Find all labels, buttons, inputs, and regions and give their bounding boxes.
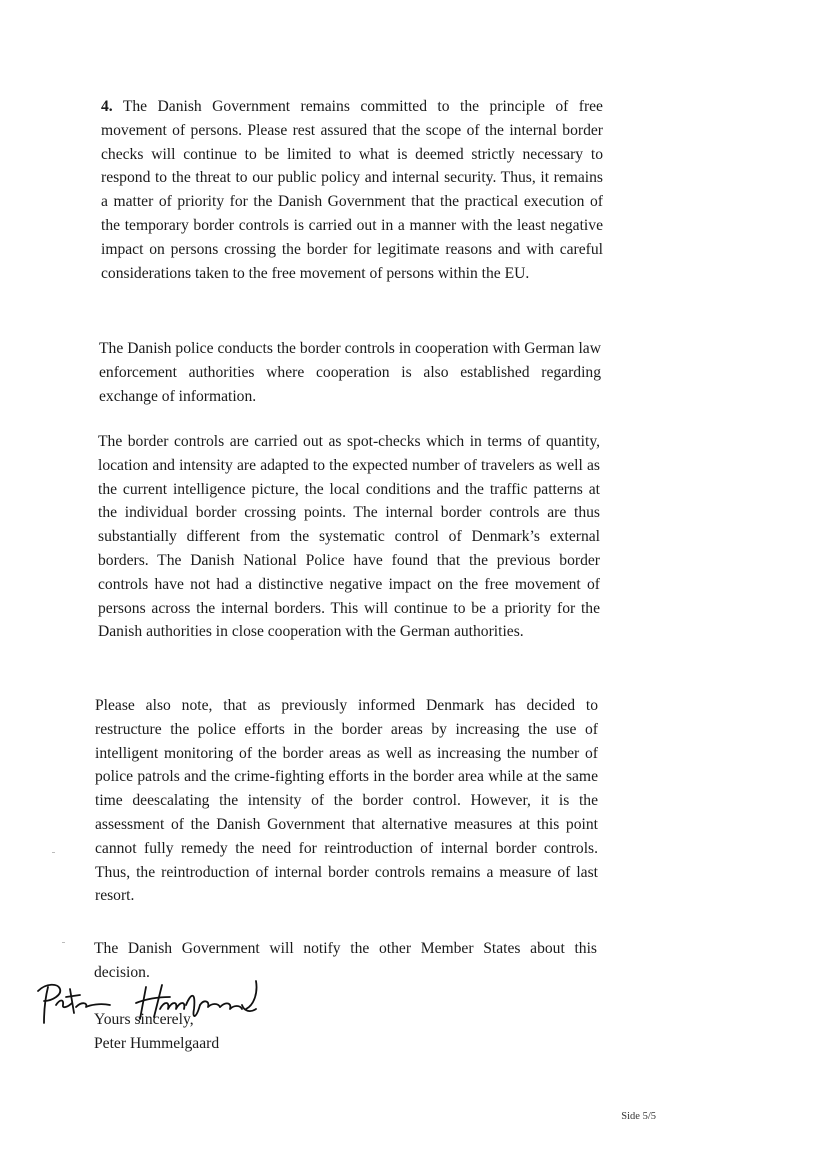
paragraph-number: 4.	[101, 98, 113, 115]
scan-speck	[52, 852, 55, 853]
paragraph-police-cooperation: The Danish police conducts the border controls in cooperation with German law enforcement authorities where cooperation is also established regarding exchange of information.	[99, 340, 601, 405]
paragraph-4	[101, 95, 603, 285]
scan-speck	[62, 942, 65, 943]
paragraph-spot-checks: The border controls are carried out as spot-checks which in terms of quantity, location and intensity are adapted to the expected number of travelers as well as the current intelligence picture, the local conditions and the traffic patterns at the individual border crossing points. The internal border controls are thus substantially different from the systematic control of Denmark’s external borders. The Danish National Police have found that the previous border controls have not had a distinctive negative impact on the free movement of persons across the internal borders. This will continue to be a priority for the Danish authorities in close cooperation with the German authorities.	[98, 433, 600, 641]
paragraph-restructure: Please also note, that as previously informed Denmark has decided to restructure the police efforts in the border areas by increasing the use of intelligent monitoring of the border areas as well as increasing the number of police patrols and the crime-fighting efforts in the border area while at the same time deescalating the intensity of the border control. However, it is the assessment of the Danish Government that alternative measures at this point cannot fully remedy the need for reintroduction of internal border controls. Thus, the reintroduction of internal border controls remains a measure of last resort.	[95, 697, 598, 905]
signatory-name: Peter Hummelgaard	[94, 1035, 220, 1052]
paragraph-text: The Danish Government remains committed to the principle of free movement of persons. Please rest assured that the scope of the internal border checks will continue to be limited to what is deemed strictly necessary to respond to the threat to our public policy and internal security. Thus, it remains a matter of priority for the Danish Government that the practical execution of the temporary border controls is carried out in a manner with the least negative impact on persons crossing the border for legitimate reasons and with careful considerations taken to the free movement of persons within the EU.	[101, 98, 603, 282]
closing-salutation: Yours sincerely,	[94, 1011, 194, 1028]
page-number: Side 5/5	[621, 1111, 656, 1122]
paragraph-notify: The Danish Government will notify the other Member States about this decision.	[94, 940, 597, 981]
